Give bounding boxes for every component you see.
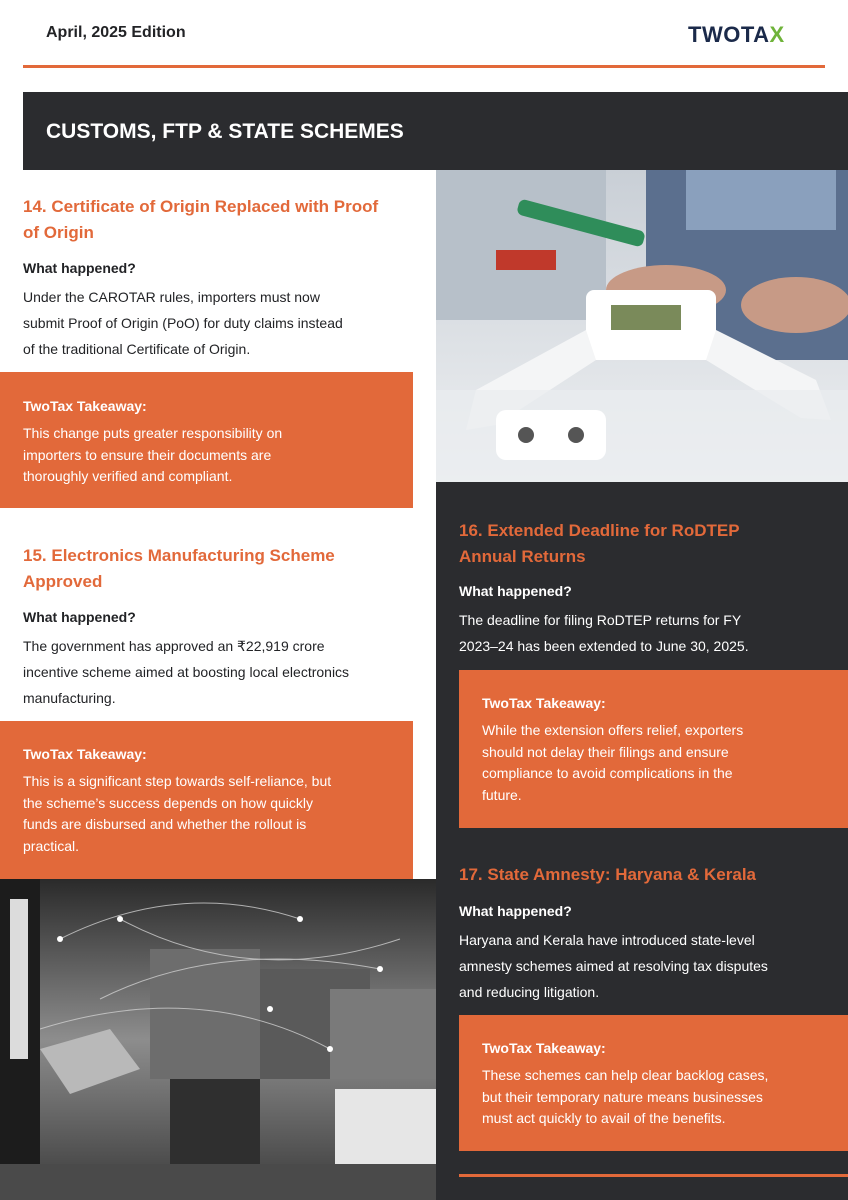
text-line: importers to ensure their documents are <box>23 446 272 463</box>
edition-label: April, 2025 Edition <box>46 24 186 41</box>
text-line: and reducing litigation. <box>459 984 600 1000</box>
takeaway-heading: TwoTax Takeaway: <box>23 746 147 762</box>
text-line: but their temporary nature means businesses <box>482 1088 763 1105</box>
header-divider <box>23 65 825 68</box>
text-line: thoroughly verified and compliant. <box>23 468 233 484</box>
text-line: Under the CAROTAR rules, importers must now <box>23 289 320 305</box>
takeaway-text <box>482 720 743 806</box>
logo-text: TWOTA <box>688 22 770 47</box>
logo-x: X <box>769 22 785 47</box>
item-15-takeaway-box <box>0 721 413 879</box>
brand-logo <box>688 22 785 48</box>
item-14-what-text <box>23 284 343 362</box>
item-15-title-line: 15. Electronics Manufacturing Scheme <box>23 546 335 565</box>
text-line: funds are disbursed and whether the rollout is <box>23 816 307 832</box>
item-16-takeaway-box <box>459 670 848 828</box>
item-16-title-line: 16. Extended Deadline for RoDTEP <box>459 521 740 540</box>
text-line: amnesty schemes aimed at resolving tax disputes <box>459 958 768 974</box>
text-line: compliance to avoid complications in the <box>482 765 733 781</box>
logistics-photo <box>0 879 436 1200</box>
footer-divider <box>459 1174 848 1177</box>
item-16-what-text <box>459 607 749 659</box>
takeaway-heading: TwoTax Takeaway: <box>482 1040 606 1056</box>
text-line: This change puts greater responsibility on <box>23 425 283 441</box>
item-14-title-line: 14. Certificate of Origin Replaced with Proof <box>23 197 379 216</box>
section-title: CUSTOMS, FTP & STATE SCHEMES <box>46 120 404 143</box>
item-15-title <box>23 543 335 595</box>
text-line: While the extension offers relief, exporters <box>482 722 744 738</box>
text-line: Haryana and Kerala have introduced state-level <box>459 932 755 948</box>
takeaway-heading: TwoTax Takeaway: <box>23 398 147 414</box>
text-line: of the traditional Certificate of Origin. <box>23 341 251 357</box>
section-banner <box>23 92 848 170</box>
text-line: incentive scheme aimed at boosting local electronics <box>23 664 350 680</box>
text-line: The deadline for filing RoDTEP returns for FY <box>459 612 742 628</box>
item-16-title <box>459 518 740 570</box>
takeaway-text <box>482 1065 768 1130</box>
item-14-title <box>23 194 378 246</box>
text-line: 2023–24 has been extended to June 30, 2025. <box>459 638 749 654</box>
item-16-what-heading: What happened? <box>459 583 572 599</box>
item-17-what-text <box>459 927 768 1005</box>
text-line: future. <box>482 786 522 803</box>
text-line: must act quickly to avail of the benefits. <box>482 1110 726 1126</box>
item-16-title-line: Annual Returns <box>459 547 586 566</box>
item-15-title-line: Approved <box>23 572 103 591</box>
item-17-title <box>459 862 756 888</box>
text-line: The government has approved an ₹22,919 crore <box>23 638 325 654</box>
drone-assembly-photo <box>436 170 848 482</box>
item-17-title-line: 17. State Amnesty: Haryana & Kerala <box>459 865 757 884</box>
takeaway-text <box>23 771 331 857</box>
item-15-what-heading: What happened? <box>23 609 136 625</box>
item-14-what-heading: What happened? <box>23 260 136 276</box>
text-line: submit Proof of Origin (PoO) for duty claims instead <box>23 315 343 331</box>
text-line: should not delay their filings and ensure <box>482 743 729 760</box>
takeaway-heading: TwoTax Takeaway: <box>482 695 606 711</box>
text-line: These schemes can help clear backlog cases, <box>482 1067 769 1083</box>
takeaway-text <box>23 423 282 488</box>
text-line: This is a significant step towards self-reliance, but <box>23 773 332 789</box>
item-15-what-text <box>23 633 349 711</box>
text-line: practical. <box>23 837 80 854</box>
text-line: manufacturing. <box>23 690 116 706</box>
text-line: the scheme’s success depends on how quickly <box>23 794 314 811</box>
item-17-takeaway-box <box>459 1015 848 1151</box>
item-14-takeaway-box <box>0 372 413 508</box>
item-17-what-heading: What happened? <box>459 903 572 919</box>
item-14-title-line: of Origin <box>23 223 94 242</box>
